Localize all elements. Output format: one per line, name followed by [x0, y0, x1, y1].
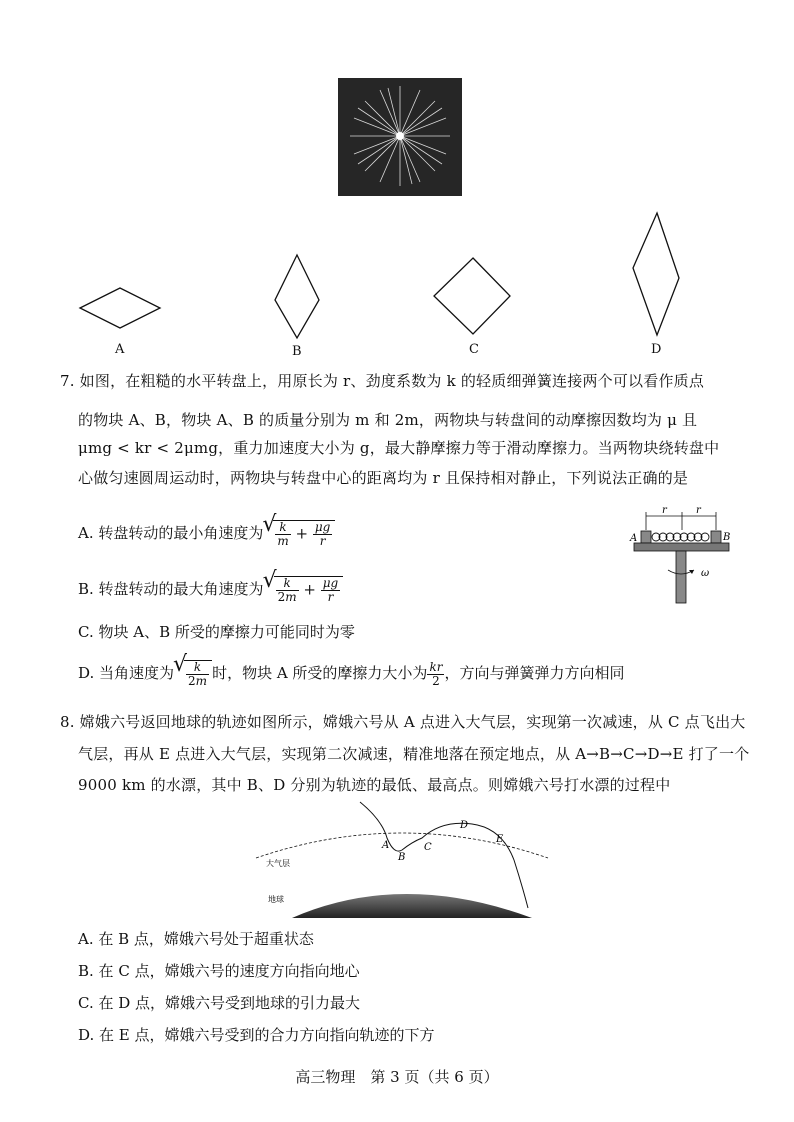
rhombus-b	[275, 255, 319, 338]
q7-option-a-text: A. 转盘转动的最小角速度为	[78, 524, 264, 542]
fig-label-a: A	[630, 533, 638, 544]
traj-label-b: B	[398, 852, 406, 863]
q8-line1: 8. 嫦娥六号返回地球的轨迹如图所示，嫦娥六号从 A 点进入大气层，实现第一次减速，从 C 点飞出大	[60, 713, 746, 731]
earth-label: 地球	[268, 895, 284, 904]
firework-image	[338, 78, 462, 196]
traj-label-c: C	[424, 842, 432, 853]
shape-label-b: B	[292, 344, 302, 359]
fig-r-left: r	[662, 505, 667, 516]
fig-r-right: r	[696, 505, 701, 516]
q7-option-a-formula: √ $\frac{k}{m}$ + $\frac{\mu g}{r}$	[273, 520, 335, 548]
rhombus-a	[80, 288, 160, 328]
shape-label-a: A	[115, 342, 125, 357]
q8-option-a[interactable]: A. 在 B 点，嫦娥六号处于超重状态	[78, 930, 314, 948]
block-a	[641, 531, 651, 543]
shapes-figure	[70, 210, 690, 360]
turntable-figure	[624, 500, 740, 606]
atmosphere-label: 大气层	[266, 859, 290, 868]
q7-option-b-text: B. 转盘转动的最大角速度为	[78, 580, 264, 598]
q7-option-b-formula: √ $\frac{k}{2m}$ + $\frac{\mu g}{r}$	[274, 576, 344, 604]
traj-label-a: A	[382, 840, 390, 851]
rhombus-d	[633, 213, 679, 335]
spring	[652, 533, 709, 541]
rhombus-c	[434, 258, 510, 334]
q7-line1: 7. 如图，在粗糙的水平转盘上，用原长为 r、劲度系数为 k 的轻质细弹簧连接两个可以看作质点	[60, 372, 705, 390]
q8-line3: 9000 km 的水漂，其中 B、D 分别为轨迹的最低、最高点。则嫦娥六号打水漂的过程中	[78, 776, 671, 794]
q7-option-c[interactable]: C. 物块 A、B 所受的摩擦力可能同时为零	[78, 623, 355, 641]
shape-label-d: D	[651, 342, 662, 357]
traj-label-d: D	[460, 820, 469, 831]
q7-option-d-friction: $\frac{kr}{2}$	[429, 659, 443, 688]
q8-option-b[interactable]: B. 在 C 点，嫦娥六号的速度方向指向地心	[78, 962, 360, 980]
page-footer: 高三物理 第 3 页（共 6 页）	[295, 1068, 499, 1086]
q7-option-d-omega: √ $\frac{k}{2m}$	[184, 660, 212, 688]
q8-option-d[interactable]: D. 在 E 点，嫦娥六号受到的合力方向指向轨迹的下方	[78, 1026, 435, 1044]
q7-option-d[interactable]	[78, 660, 624, 688]
q7-option-d-mid: 时，物块 A 所受的摩擦力大小为	[212, 664, 428, 682]
q7-option-a[interactable]	[78, 520, 335, 548]
q7-option-b[interactable]	[78, 576, 343, 604]
q7-option-d-pre: D. 当角速度为	[78, 664, 175, 682]
earth-surface	[292, 894, 532, 918]
q7-line4: 心做匀速圆周运动时，两物块与转盘中心的距离均为 r 且保持相对静止，下列说法正确的是	[78, 469, 689, 487]
fig-label-b: B	[723, 532, 731, 543]
q7-line2: 的物块 A、B，物块 A、B 的质量分别为 m 和 2m，两物块与转盘间的动摩擦因数均为 μ 且	[78, 411, 698, 429]
q7-line3: μmg < kr < 2μmg，重力加速度大小为 g，最大静摩擦力等于滑动摩擦力。当两物块绕转盘中	[78, 439, 720, 457]
trajectory-figure	[252, 800, 552, 918]
traj-label-e: E	[496, 834, 504, 845]
firework-graphic	[338, 78, 462, 196]
turntable-shaft	[676, 551, 686, 603]
fig-label-omega: ω	[701, 568, 710, 579]
q8-option-c[interactable]: C. 在 D 点，嫦娥六号受到地球的引力最大	[78, 994, 361, 1012]
trajectory-path	[360, 802, 528, 908]
block-b	[711, 531, 721, 543]
shape-label-c: C	[469, 342, 479, 357]
q8-line2: 气层，再从 E 点进入大气层，实现第二次减速，精准地落在预定地点，从 A→B→C→D→E 打了一个	[78, 745, 750, 763]
q7-option-d-post: ，方向与弹簧弹力方向相同	[444, 664, 625, 682]
turntable-disk	[634, 543, 729, 551]
